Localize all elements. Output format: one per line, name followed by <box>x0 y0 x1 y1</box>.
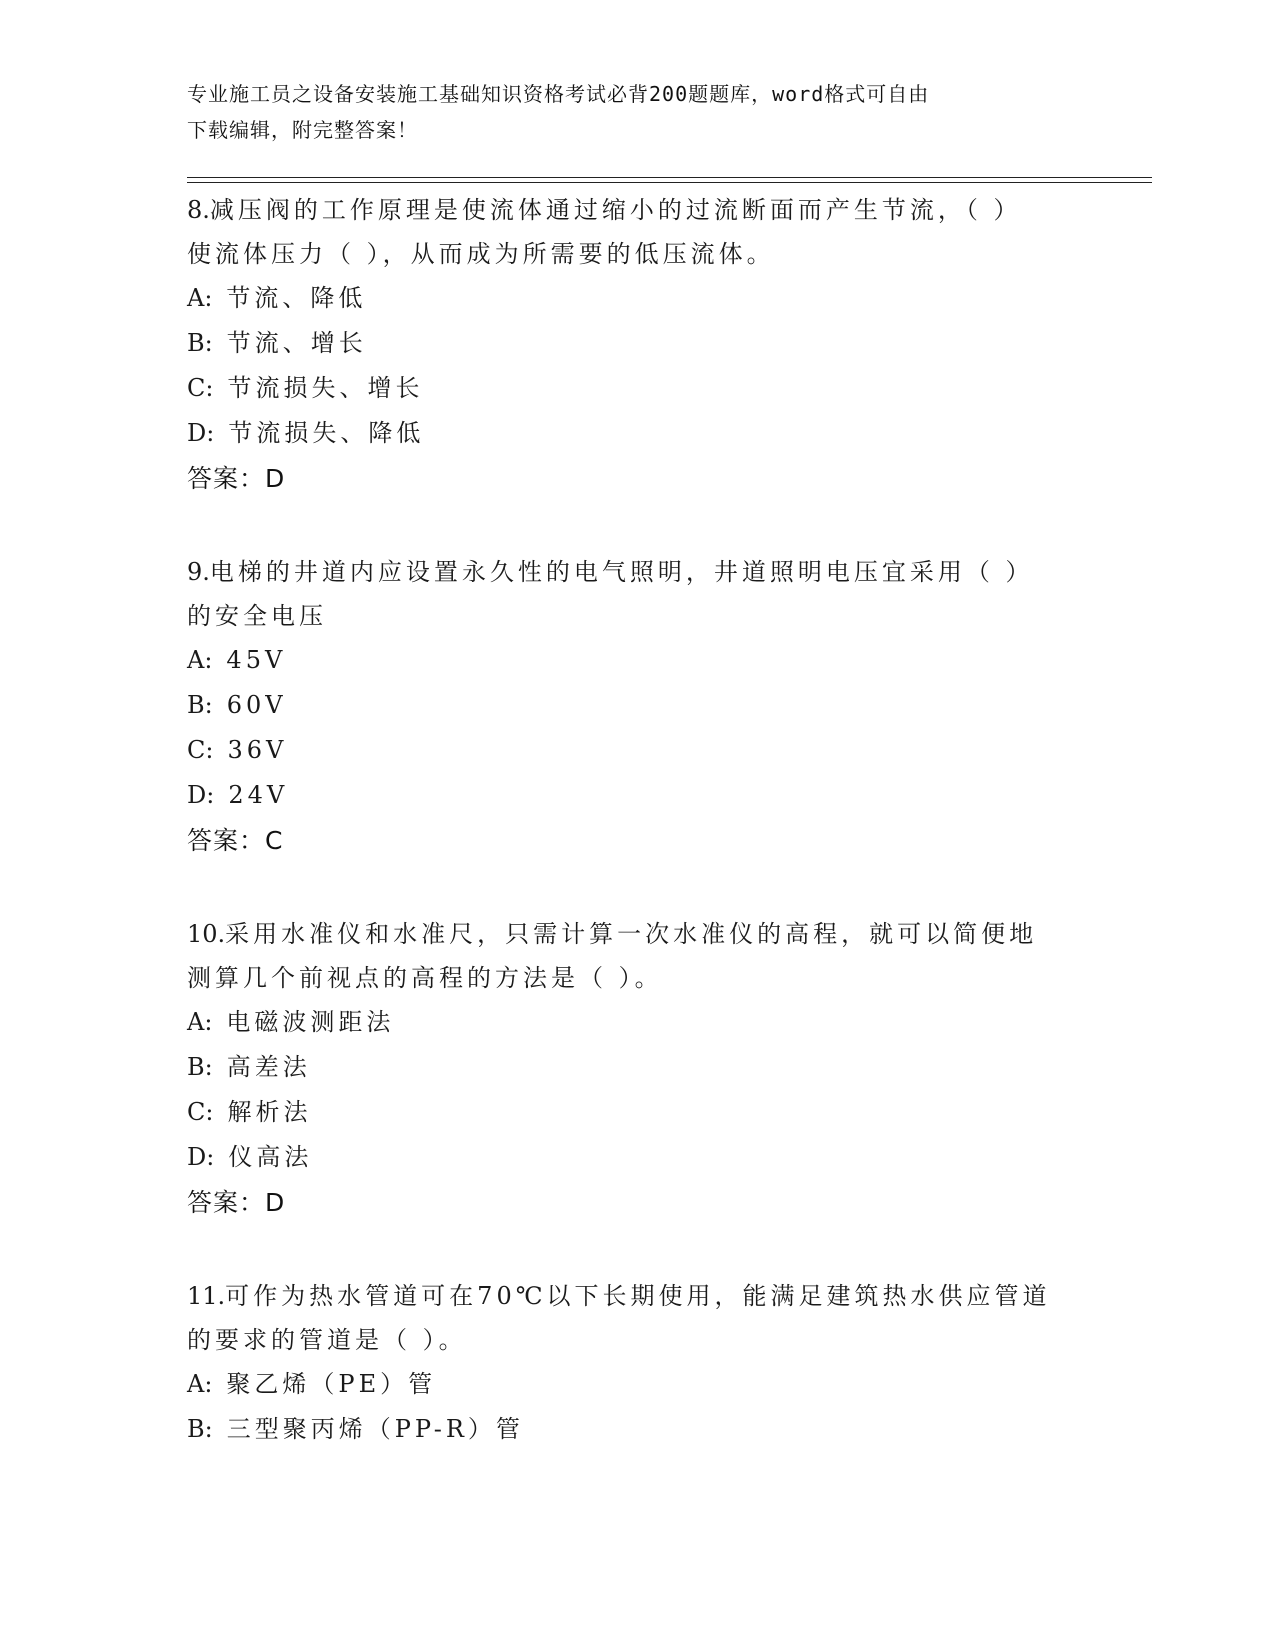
option-text: 电磁波测距法 <box>226 1008 395 1036</box>
answer-label: 答案：D <box>187 464 286 493</box>
question-item <box>187 188 1087 502</box>
header-line-2: 下载编辑，附完整答案！ <box>187 118 418 142</box>
option-key: B: <box>187 329 213 357</box>
question-text-line-2: 使流体压力（ ），从而成为所需要的低压流体。 <box>187 240 775 268</box>
option-key: B: <box>187 1415 213 1443</box>
option-a <box>187 276 1087 321</box>
option-text: 24V <box>228 781 289 809</box>
answer-label: 答案：C <box>187 826 284 855</box>
option-key: C: <box>187 736 214 764</box>
option-a <box>187 1362 1087 1407</box>
option-text: 节流损失、增长 <box>227 374 424 402</box>
option-c <box>187 366 1087 411</box>
option-key: C: <box>187 374 214 402</box>
question-text <box>187 1274 1087 1318</box>
option-b <box>187 321 1087 366</box>
option-b <box>187 1407 1087 1452</box>
question-text-line-1: 减压阀的工作原理是使流体通过缩小的过流断面而产生节流，（ ） <box>209 196 1022 224</box>
option-key: B: <box>187 691 213 719</box>
option-text: 三型聚丙烯（PP-R）管 <box>226 1415 524 1443</box>
option-text: 45V <box>226 646 287 674</box>
option-text: 聚乙烯（PE）管 <box>226 1370 437 1398</box>
option-text: 解析法 <box>227 1098 312 1126</box>
question-number: 10. <box>187 920 226 948</box>
question-text-line-1: 可作为热水管道可在70℃以下长期使用，能满足建筑热水供应管道 <box>225 1282 1051 1310</box>
option-key: B: <box>187 1053 213 1081</box>
option-key: D: <box>187 781 215 809</box>
question-text <box>187 550 1087 594</box>
question-list <box>187 188 1087 1500</box>
option-b <box>187 683 1087 728</box>
option-text: 36V <box>227 736 288 764</box>
question-number: 9. <box>187 558 210 586</box>
question-item <box>187 1274 1087 1452</box>
option-d <box>187 773 1087 818</box>
option-a <box>187 1000 1087 1045</box>
question-text-line-2: 的要求的管道是（ ）。 <box>187 1326 467 1354</box>
question-number: 8. <box>187 196 210 224</box>
option-text: 节流、降低 <box>226 284 367 312</box>
option-key: A: <box>187 646 213 674</box>
option-b <box>187 1045 1087 1090</box>
option-text: 60V <box>226 691 287 719</box>
question-text-line-1: 采用水准仪和水准尺，只需计算一次水准仪的高程，就可以简便地 <box>225 920 1038 948</box>
option-key: A: <box>187 284 213 312</box>
option-d <box>187 411 1087 456</box>
question-text <box>187 188 1087 232</box>
document-header <box>187 76 1067 148</box>
option-text: 仪高法 <box>228 1143 313 1171</box>
question-text-line-2: 测算几个前视点的高程的方法是（ ）。 <box>187 964 663 992</box>
option-text: 节流、增长 <box>226 329 367 357</box>
option-c <box>187 728 1087 773</box>
question-number: 11. <box>187 1282 226 1310</box>
question-text-line-1: 电梯的井道内应设置永久性的电气照明，井道照明电压宜采用（ ） <box>209 558 1034 586</box>
header-divider-bottom <box>187 182 1152 183</box>
option-c <box>187 1090 1087 1135</box>
option-key: C: <box>187 1098 214 1126</box>
option-key: A: <box>187 1370 213 1398</box>
option-d <box>187 1135 1087 1180</box>
question-text-line-2: 的安全电压 <box>187 602 327 630</box>
question-item <box>187 550 1087 864</box>
question-item <box>187 912 1087 1226</box>
question-text <box>187 912 1087 956</box>
option-a <box>187 638 1087 683</box>
header-divider-top <box>187 177 1152 178</box>
header-line-1: 专业施工员之设备安装施工基础知识资格考试必背200题题库，word格式可自由 <box>187 82 930 106</box>
option-key: A: <box>187 1008 213 1036</box>
option-key: D: <box>187 1143 215 1171</box>
option-key: D: <box>187 419 215 447</box>
option-text: 节流损失、降低 <box>228 419 425 447</box>
option-text: 高差法 <box>226 1053 311 1081</box>
answer-label: 答案：D <box>187 1188 286 1217</box>
